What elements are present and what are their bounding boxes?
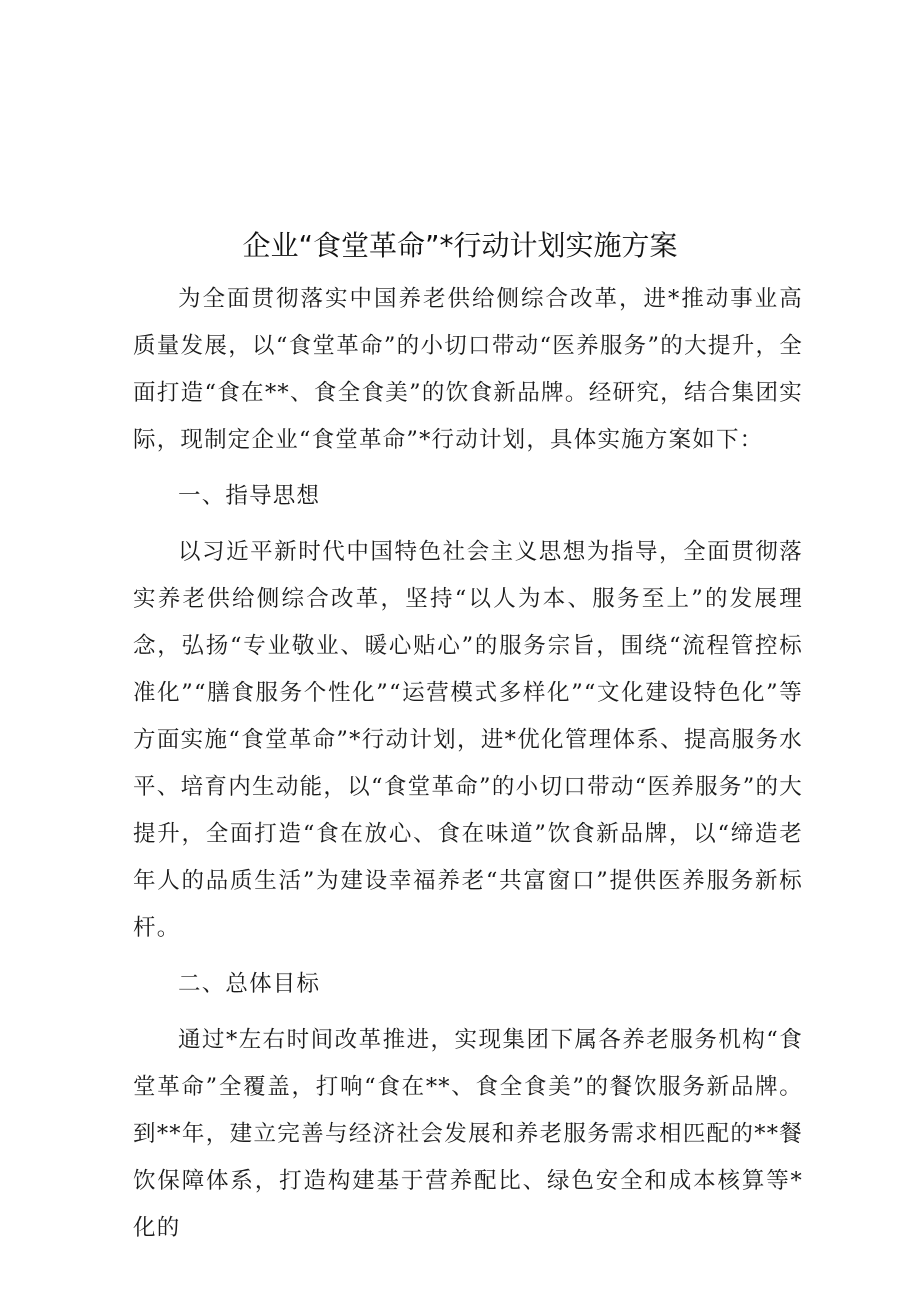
- section-heading-overall-goal: 二、总体目标: [178, 971, 321, 997]
- overall-goal-paragraph: 通过*左右时间改革推进，实现集团下属各养老服务机构“食堂革命”全覆盖，打响“食在**、食全食美”的餐饮服务新品牌。到**年，建立完善与经济社会发展和养老服务需求相匹配的**餐饮保障体系，打造构建基于营养配比、绿色安全和成本核算等*化的: [133, 1027, 803, 1241]
- guiding-ideology-paragraph: 以习近平新时代中国特色社会主义思想为指导，全面贯彻落实养老供给侧综合改革，坚持“以人为本、服务至上”的发展理念，弘扬“专业敬业、暖心贴心”的服务宗旨，围绕“流程管控标准化”“膳食服务个性化”“运营模式多样化”“文化建设特色化”等方面实施“食堂革命”*行动计划，进*优化管理体系、提高服务水平、培育内生动能，以“食堂革命”的小切口带动“医养服务”的大提升，全面打造“食在放心、食在味道”饮食新品牌，以“缔造老年人的品质生活”为建设幸福养老“共富窗口”提供医养服务新标杆。: [133, 539, 803, 941]
- section-heading-guiding-ideology: 一、指导思想: [178, 483, 321, 509]
- intro-paragraph: 为全面贯彻落实中国养老供给侧综合改革，进*推动事业高质量发展，以“食堂革命”的小切口带动“医养服务”的大提升，全面打造“食在**、食全食美”的饮食新品牌。经研究，结合集团实际，现制定企业“食堂革命”*行动计划，具体实施方案如下：: [133, 286, 803, 453]
- document-title: 企业“食堂革命”*行动计划实施方案: [242, 229, 678, 262]
- document-body: [133, 276, 803, 1252]
